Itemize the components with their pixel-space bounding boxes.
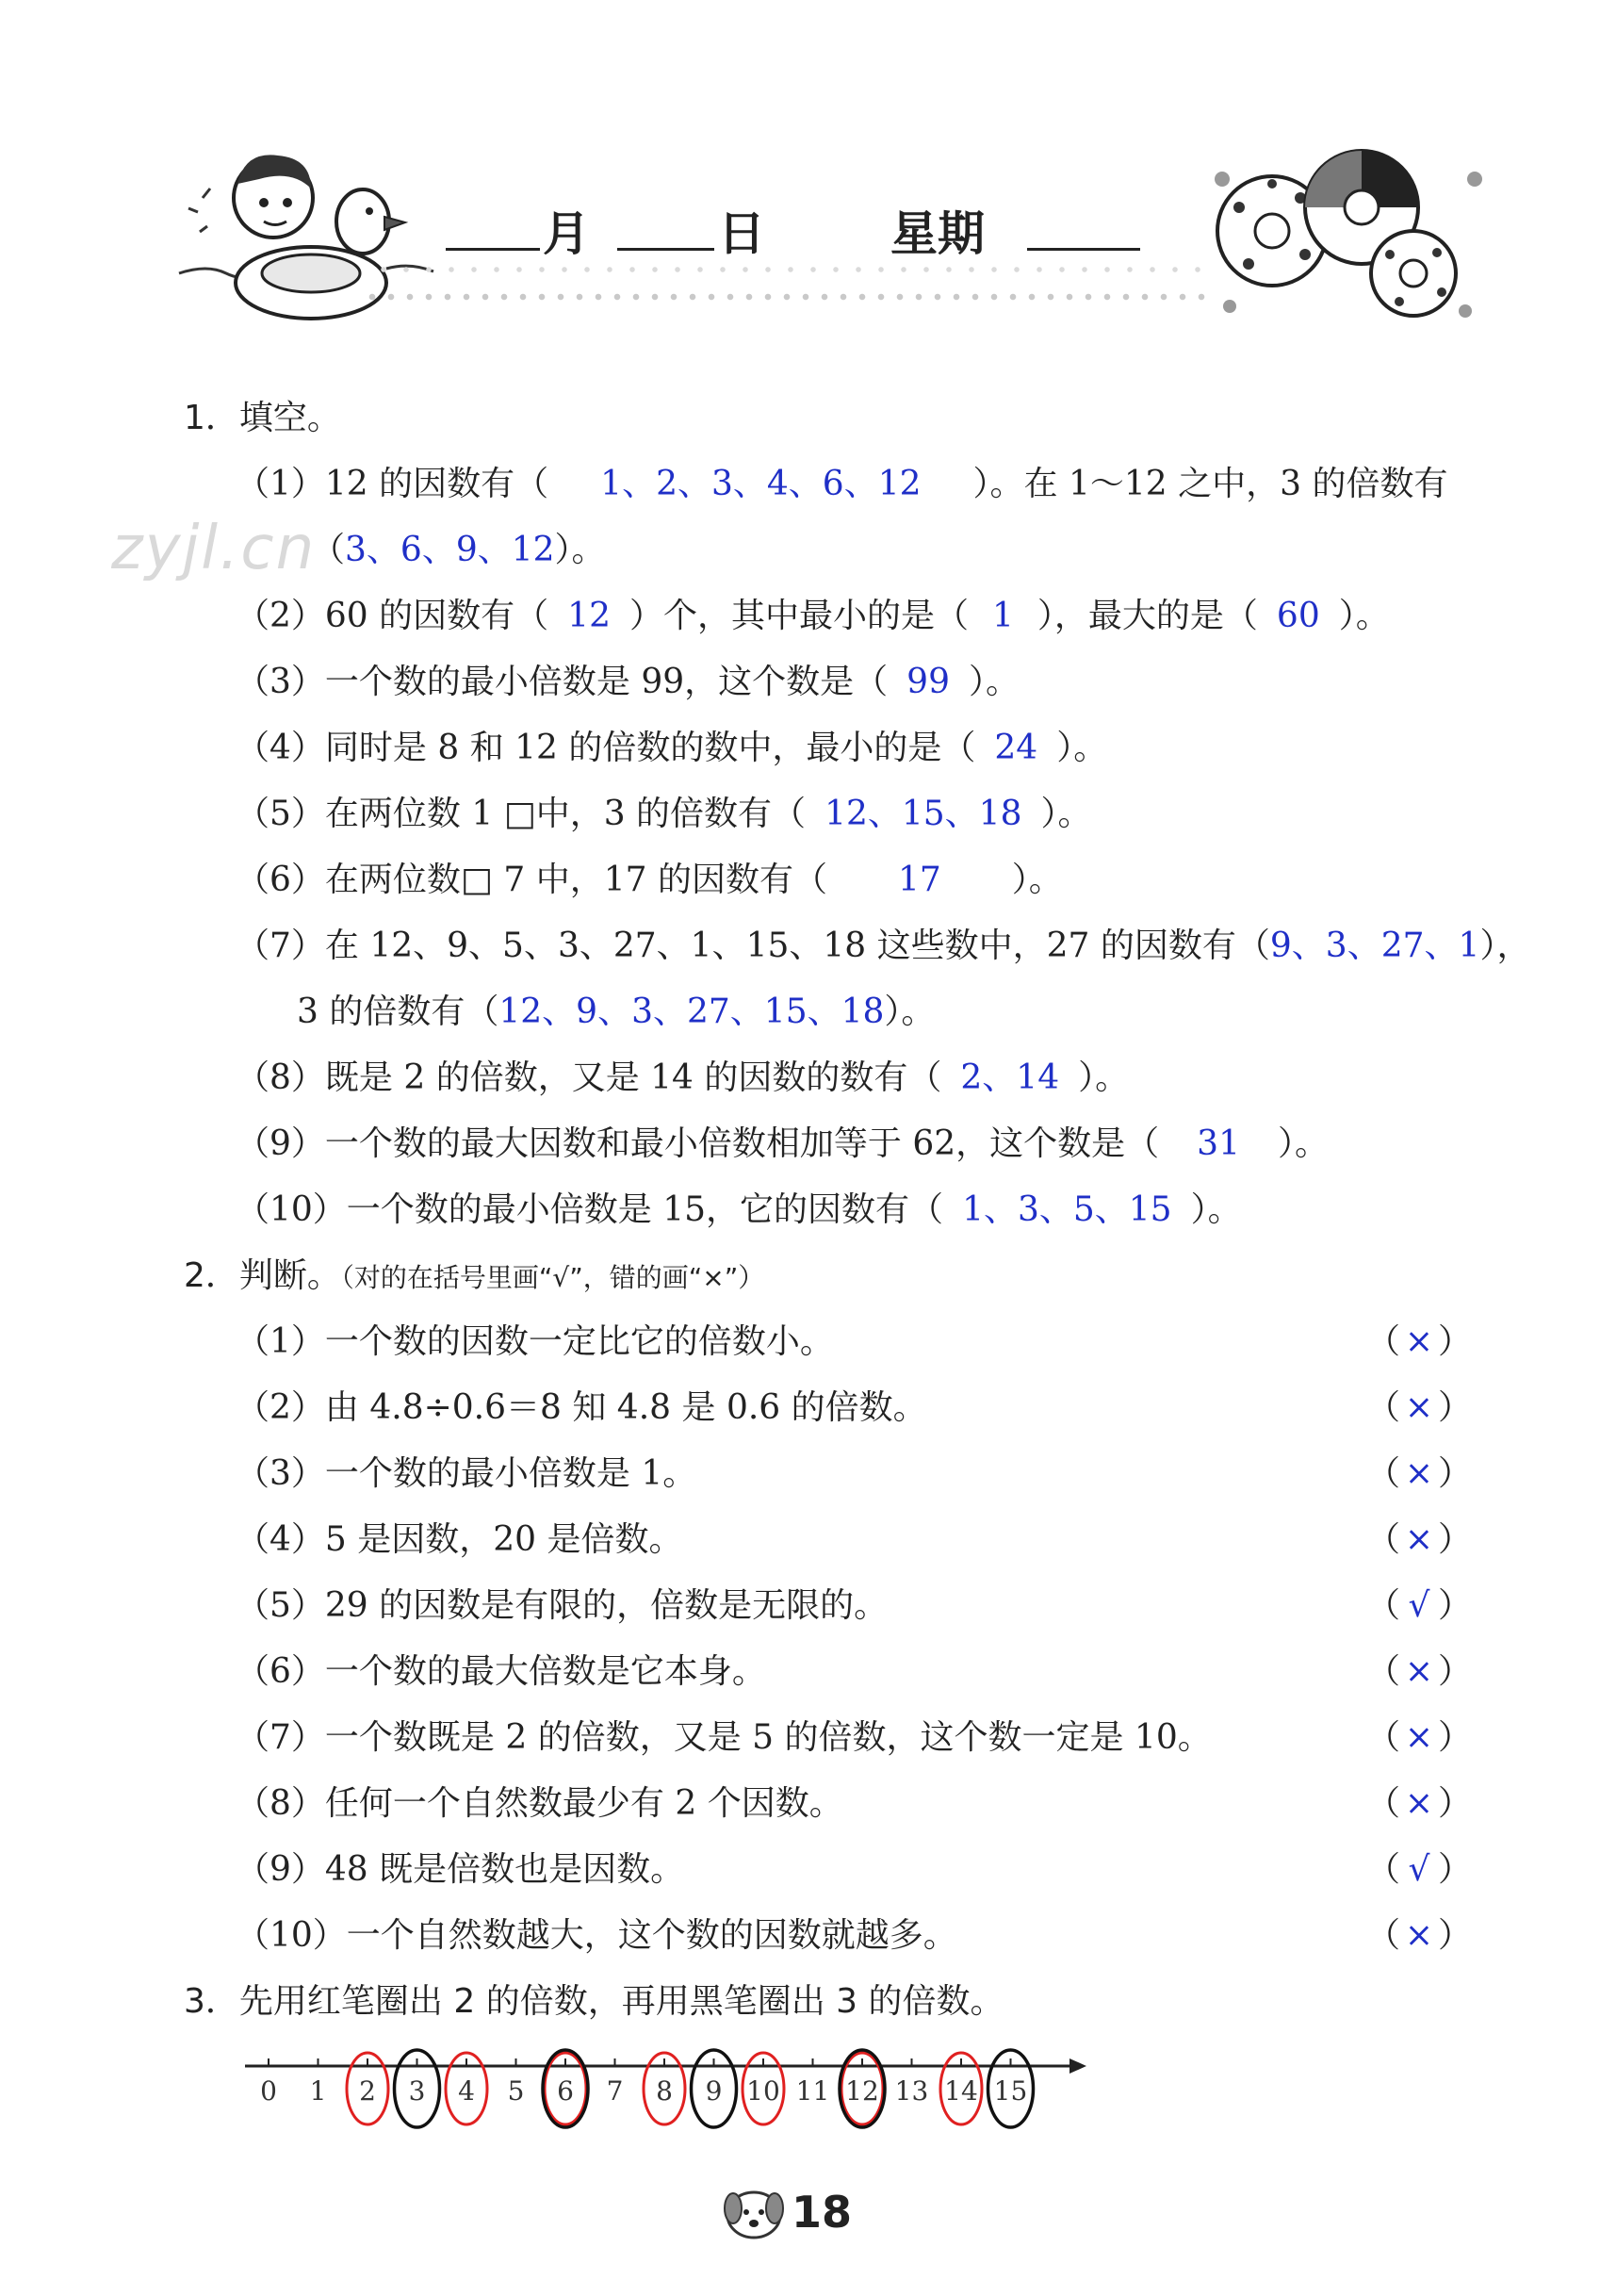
judgment-answer-box: （ × ） (1366, 1652, 1473, 1691)
number-line-label: 10 (746, 2075, 780, 2107)
judgment-mark: × (1404, 1388, 1434, 1427)
judgment-answer-box: （ × ） (1366, 1784, 1473, 1823)
answer-text: 9、3、27、1 (1269, 927, 1480, 965)
judgment-mark: √ (1408, 1586, 1430, 1625)
section1-title: 1．填空。 (184, 399, 341, 437)
judgment-answer-box: （ × ） (1366, 1916, 1473, 1955)
answer-text: 3、6、9、12 (345, 531, 555, 569)
number-line-label: 0 (260, 2075, 277, 2107)
question-1-7: （7）在 12、9、5、3、27、1、15、18 这些数中，27 的因数有（9、3、27、1）， (236, 927, 1531, 965)
judgment-mark: √ (1408, 1850, 1430, 1889)
number-line-arrow-icon (1069, 2058, 1086, 2074)
question-1-9: （9）一个数的最大因数和最小倍数相加等于 62，这个数是（ 31 ）。 (236, 1124, 1329, 1163)
swim-rings-illustration (1211, 141, 1494, 330)
judgment-item: （5）29 的因数是有限的，倍数是无限的。 (236, 1586, 889, 1625)
judgment-item: （10）一个自然数越大，这个数的因数就越多。 (236, 1916, 957, 1955)
question-1-7-continued: 3 的倍数有（12、9、3、27、15、18）。 (297, 992, 936, 1031)
answer-text: 31 (1197, 1124, 1240, 1163)
answer-text: 1、2、3、4、6、12 (600, 465, 922, 503)
judgment-mark: × (1404, 1916, 1434, 1955)
header-month-label: 月 (543, 206, 590, 261)
number-line-label: 15 (993, 2075, 1028, 2107)
answer-text: 12、15、18 (824, 795, 1022, 833)
page-header (0, 0, 1600, 358)
answer-text: 12 (567, 597, 611, 635)
number-line-label: 4 (458, 2075, 475, 2107)
answer-text: 1、3、5、15 (962, 1190, 1172, 1229)
question-1-1: （1）12 的因数有（ 1、2、3、4、6、12 ）。在 1～12 之中，3 的倍数有 (236, 465, 1448, 503)
judgment-item: （1）一个数的因数一定比它的倍数小。 (236, 1322, 834, 1361)
answer-text: 17 (897, 861, 941, 899)
judgment-mark: × (1404, 1652, 1434, 1691)
judgment-item: （9）48 既是倍数也是因数。 (236, 1850, 685, 1889)
judgment-answer-box: （ × ） (1366, 1520, 1473, 1559)
number-line-label: 12 (845, 2075, 879, 2107)
answer-text: 2、14 (960, 1058, 1060, 1097)
judgment-mark: × (1404, 1322, 1434, 1361)
judgment-mark: × (1404, 1454, 1434, 1493)
number-line (240, 2026, 1088, 2140)
question-1-1-continued: （3、6、9、12）。 (311, 531, 606, 569)
judgment-item: （7）一个数既是 2 的倍数，又是 5 的倍数，这个数一定是 10。 (236, 1718, 1212, 1757)
judgment-answer-box: （ × ） (1366, 1454, 1473, 1493)
number-line-label: 9 (705, 2075, 723, 2107)
puppy-icon (716, 2173, 792, 2248)
question-1-4: （4）同时是 8 和 12 的倍数的数中，最小的是（ 24 ）。 (236, 729, 1108, 767)
answer-text: 60 (1276, 597, 1320, 635)
page-number: 18 (792, 2187, 853, 2238)
judgment-answer-box: （ √ ） (1366, 1850, 1473, 1889)
judgment-item: （4）5 是因数，20 是倍数。 (236, 1520, 683, 1559)
question-1-10: （10）一个数的最小倍数是 15，它的因数有（ 1、3、5、15 ）。 (236, 1190, 1242, 1229)
number-line-label: 5 (507, 2075, 525, 2107)
number-line-label: 8 (656, 2075, 673, 2107)
watermark-text: zyjl.cn (111, 514, 317, 583)
judgment-answer-box: （ × ） (1366, 1388, 1473, 1427)
question-1-8: （8）既是 2 的倍数，又是 14 的因数的数有（ 2、14 ）。 (236, 1058, 1130, 1097)
decorative-dot-row (372, 264, 1201, 275)
judgment-mark: × (1404, 1718, 1434, 1757)
judgment-item: （8）任何一个自然数最少有 2 个因数。 (236, 1784, 843, 1823)
judgment-mark: × (1404, 1520, 1434, 1559)
number-line-label: 13 (894, 2075, 929, 2107)
number-line-label: 1 (309, 2075, 327, 2107)
number-line-label: 11 (795, 2075, 830, 2107)
header-day-label: 日 (718, 206, 765, 261)
section3-title: 3．先用红笔圈出 2 的倍数，再用黑笔圈出 3 的倍数。 (184, 1982, 1004, 2021)
decorative-dot-row (363, 287, 1211, 306)
section2-note: （对的在括号里画“√”，错的画“×”） (340, 1262, 765, 1293)
number-line-label: 14 (944, 2075, 978, 2107)
judgment-answer-box: （ × ） (1366, 1718, 1473, 1757)
answer-text: 99 (906, 663, 950, 701)
judgment-answer-box: （ × ） (1366, 1322, 1473, 1361)
number-line-label: 3 (408, 2075, 426, 2107)
answer-text: 1 (992, 597, 1014, 635)
judgment-answer-box: （ √ ） (1366, 1586, 1473, 1625)
number-line-label: 2 (359, 2075, 376, 2107)
section2-title: 2．判断。（对的在括号里画“√”，错的画“×”） (184, 1256, 765, 1295)
question-1-6: （6）在两位数□ 7 中，17 的因数有（ 17 ）。 (236, 861, 1063, 899)
judgment-mark: × (1404, 1784, 1434, 1823)
header-weekday-label: 星期 (890, 206, 985, 261)
judgment-item: （2）由 4.8÷0.6＝8 知 4.8 是 0.6 的倍数。 (236, 1388, 927, 1427)
page-number-area (716, 2168, 867, 2253)
judgment-item: （3）一个数的最小倍数是 1。 (236, 1454, 697, 1493)
question-1-5: （5）在两位数 1 □中，3 的倍数有（ 12、15、18 ）。 (236, 795, 1092, 833)
judgment-item: （6）一个数的最大倍数是它本身。 (236, 1652, 766, 1691)
question-1-3: （3）一个数的最小倍数是 99，这个数是（ 99 ）。 (236, 663, 1020, 701)
answer-text: 12、9、3、27、15、18 (498, 992, 885, 1031)
number-line-label: 6 (557, 2075, 574, 2107)
question-1-2: （2）60 的因数有（ 12 ）个，其中最小的是（ 1 ），最大的是（ 60 ）。 (236, 597, 1390, 635)
number-line-label: 7 (606, 2075, 624, 2107)
answer-text: 24 (994, 729, 1038, 767)
boy-swim-ring-illustration (170, 141, 452, 339)
